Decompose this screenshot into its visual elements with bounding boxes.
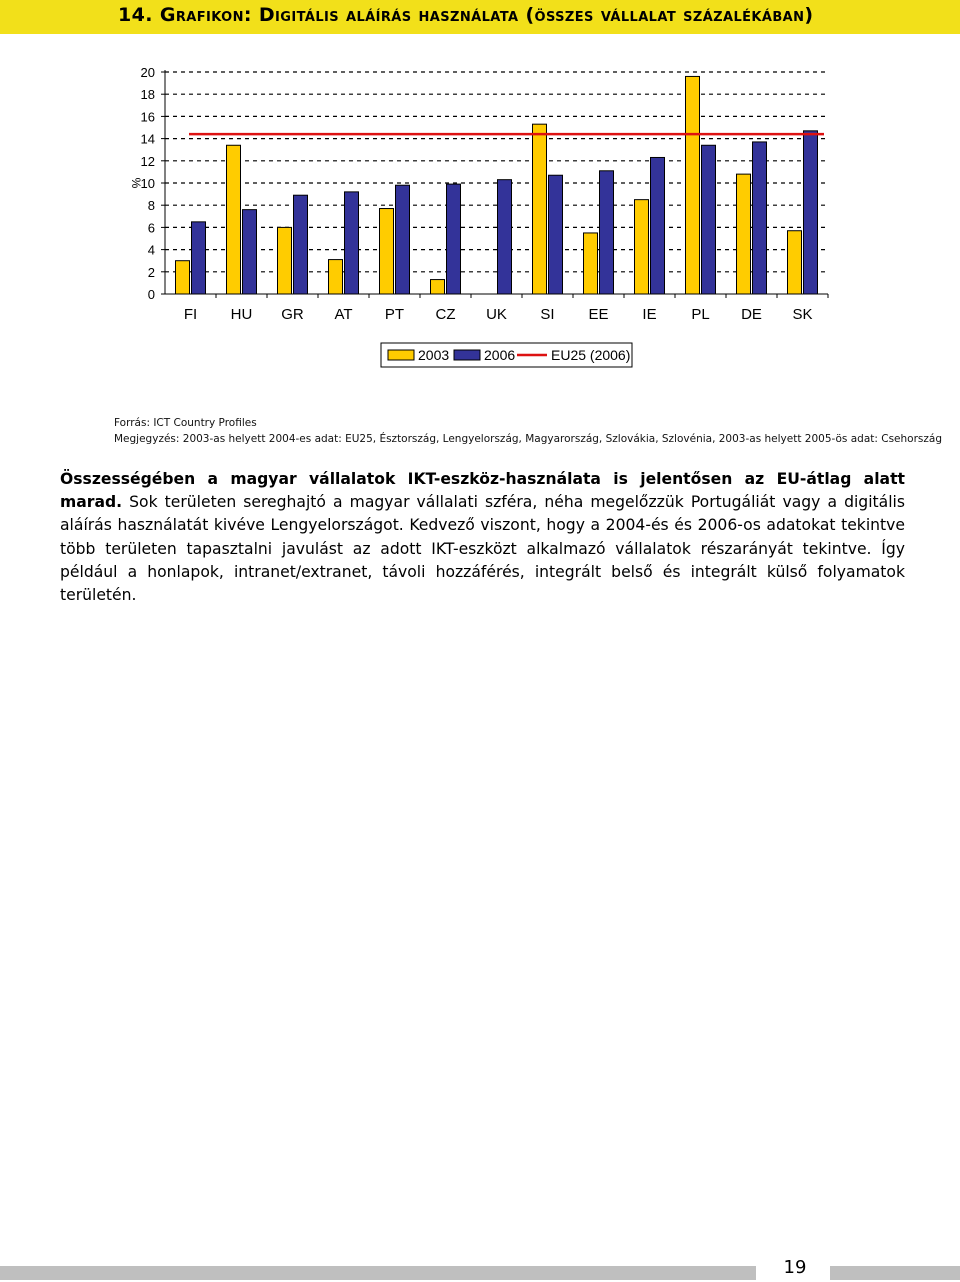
legend-swatch-2006 [454,350,480,360]
bar-2006-at [345,192,359,294]
bar-2003-ee [584,233,598,294]
bar-2003-sk [788,231,802,294]
bar-2003-gr [278,227,292,294]
y-tick-label: 4 [147,242,155,258]
footer-right-stripe [830,1266,960,1280]
y-tick-label: 16 [140,109,155,125]
bar-2003-at [329,260,343,294]
x-tick-label: HU [230,306,253,323]
x-tick-label: CZ [435,306,456,323]
bar-2006-fi [192,222,206,294]
y-tick-label: 2 [147,264,155,280]
bar-2006-sk [804,131,818,294]
page-number: 19 [783,1257,807,1278]
legend-label: EU25 (2006) [551,347,631,363]
x-tick-label: DE [741,306,762,323]
x-tick-label: IE [642,306,657,323]
bar-2003-si [533,124,547,294]
bar-2006-si [549,175,563,294]
y-tick-label: 0 [147,287,155,302]
x-tick-label: UK [486,306,507,323]
bar-2003-pl [686,76,700,294]
bar-2003-ie [635,200,649,294]
chart-notes [114,415,942,447]
y-tick-label: 14 [140,131,155,147]
x-tick-label: FI [183,306,198,323]
legend-label: 2006 [484,347,516,363]
y-tick-label: 12 [140,153,155,169]
y-tick-label: 6 [147,220,155,236]
bar-chart [0,55,960,375]
x-tick-label: EE [588,306,609,323]
bar-2006-cz [447,184,461,294]
bar-2006-de [753,142,767,294]
legend-swatch-2003 [388,350,414,360]
x-tick-label: SK [792,306,813,323]
bar-2006-ie [651,157,665,294]
footer-left-stripe [0,1266,756,1280]
bar-2003-hu [227,145,241,294]
bar-2006-uk [498,180,512,294]
bar-2006-pt [396,185,410,294]
body-paragraph [60,468,905,607]
chart-title: 14. Grafikon: Digitális aláírás használata (összes vállalat százalékában) [118,4,814,26]
x-tick-label: GR [281,306,304,323]
source-note: Forrás: ICT Country Profiles [114,417,257,429]
x-tick-label: PL [691,306,710,323]
bar-2003-de [737,174,751,294]
x-tick-label: PT [384,306,405,323]
x-tick-label: AT [334,306,353,323]
bar-2003-cz [431,280,445,294]
bar-2006-gr [294,195,308,294]
lead-sentence: Összességében a magyar vállalatok IKT-eszköz-használata is jelentősen az EU-átlag alatt marad. [60,470,905,512]
y-tick-label: 18 [140,87,155,103]
legend-label: 2003 [418,347,450,363]
y-axis-label: % [129,177,143,189]
remark-note: Megjegyzés: 2003-as helyett 2004-es adat: EU25, Észtország, Lengyelország, Magyarország, Szlovákia, Szlovénia, 2003-as helyett 2005-ös adat: Csehország [114,433,942,445]
y-tick-label: 10 [140,176,155,191]
x-tick-label: SI [540,306,555,323]
y-tick-label: 20 [140,65,155,80]
body-sentences: Sok területen sereghajtó a magyar vállalati szféra, néha megelőzzük Portugáliát vagy a digitális aláírás használatát kivéve Lengyelországot. Kedvező viszont, hogy a 2004-és és 2006-os adatokat tekintve több területen tapasztalni javulást az adott IKT-eszközt alkalmazó vállalatok részarányát tekintve. Így például a honlapok, intranet/extranet, távoli hozzáférés, integrált belső és integrált külső folyamatok területén. [60,493,905,605]
bar-2006-hu [243,210,257,294]
y-tick-label: 8 [147,198,155,214]
bar-2006-ee [600,171,614,294]
bar-2003-pt [380,209,394,294]
bar-2003-fi [176,261,190,294]
bar-2006-pl [702,145,716,294]
